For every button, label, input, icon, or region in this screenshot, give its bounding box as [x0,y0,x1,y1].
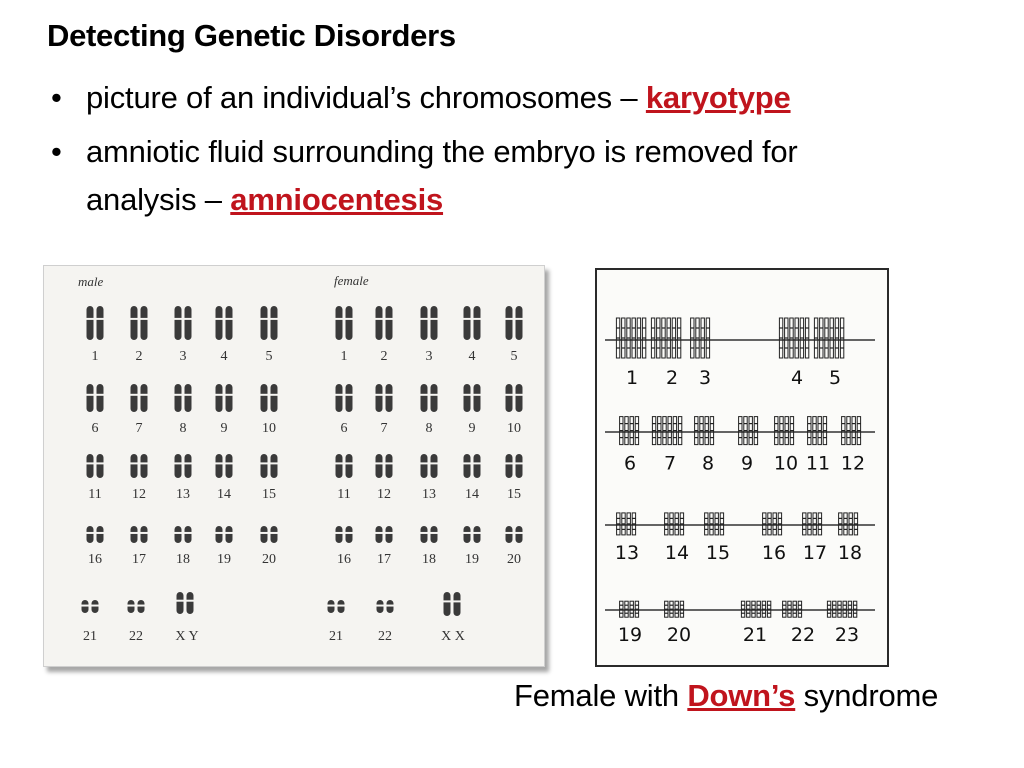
chromosome-number: 14 [217,487,231,502]
chromosome-number-handwritten: 18 [837,542,863,565]
chromosome-pair [177,592,194,614]
chromosome-number-handwritten: 15 [705,542,731,565]
chromosome-pair [506,454,523,478]
chromosome-pair [128,600,145,613]
chromosome-number: 17 [132,552,146,567]
bullet-text [86,176,443,223]
chromosome-pair [421,306,438,340]
bullet-continuation: analysis – [86,182,222,217]
bullet-body: picture of an individual’s chromosomes – [86,80,638,115]
karyotype-figure-downs [595,268,889,667]
chromosome-pair [421,526,438,543]
chromosome-group [779,318,808,358]
chromosome-pair [82,600,99,613]
chromosome-pair [216,526,233,543]
chromosome-number-handwritten: 21 [742,623,768,646]
chromosome-number-handwritten: 6 [623,452,637,475]
chromosome-pair [464,526,481,543]
chromosome-pair [464,454,481,478]
chromosome-pair [175,454,192,478]
chromosome-number-handwritten: 5 [828,367,842,389]
chromosome-number: 13 [176,487,190,502]
chromosome-group [842,417,861,445]
chromosome-number: 20 [262,552,276,567]
chromosome-pair [336,306,353,340]
chromosome-pair [376,526,393,543]
chromosome-pair [376,306,393,340]
chromosome-number: 19 [217,552,231,567]
bullet-body: amniotic fluid surrounding the embryo is removed for [86,134,798,169]
chromosome-pair [131,384,148,412]
chromosome-pair [464,384,481,412]
chromosome-pair [444,592,461,616]
chromosome-pair [131,454,148,478]
chromosome-number: 6 [91,421,99,436]
chromosome-number-handwritten: 10 [773,452,799,475]
chromosome-pair [506,306,523,340]
chromosome-number: X X [441,629,465,644]
chromosome-pair [328,600,345,613]
chromosome-pair [87,526,104,543]
chromosome-pair [87,384,104,412]
chromosome-group [617,513,636,535]
chromosome-number: 10 [507,421,521,436]
chromosome-number: 20 [507,552,521,567]
chromosome-number-handwritten: 8 [701,452,715,475]
chromosome-number: 10 [262,421,276,436]
chromosome-pair [87,306,104,340]
chromosome-group [651,318,680,358]
chromosome-number: 21 [329,629,343,644]
chromosome-number: 12 [132,487,146,502]
chromosome-number: 4 [468,349,476,364]
chromosome-number-handwritten: 9 [740,452,754,475]
caption-suffix: syndrome [803,678,939,713]
chromosome-pair [377,600,394,613]
male-label: male [78,274,104,289]
chromosome-group [808,417,827,445]
chromosome-pair [175,306,192,340]
chromosome-number: 3 [425,349,433,364]
chromosome-group [691,318,710,358]
chromosome-number: 13 [422,487,436,502]
chromosome-pair [261,454,278,478]
chromosome-group [814,318,843,358]
chromosome-number-handwritten: 20 [666,623,692,646]
chromosome-number: 18 [422,552,436,567]
chromosome-number: 9 [468,421,476,436]
chromosome-group [665,513,684,535]
term-amniocentesis: amniocentesis [230,182,444,217]
chromosome-group [803,513,822,535]
bullet-dot: • [51,80,62,115]
chromosome-group [739,417,758,445]
chromosome-number: 14 [465,487,479,502]
chromosome-pair [175,526,192,543]
chromosome-number: 18 [176,552,190,567]
chromosome-number: 5 [510,349,518,364]
chromosome-number-handwritten: 11 [805,452,831,475]
chromosome-pair [216,454,233,478]
chromosome-number: 22 [129,629,143,644]
karyotype-normal-svg [44,266,544,666]
chromosome-number: 7 [135,421,143,436]
chromosome-group [763,513,782,535]
chromosome-number: 2 [135,349,143,364]
chromosome-number-handwritten: 17 [802,542,828,565]
chromosome-number: 3 [179,349,187,364]
chromosome-group [695,417,714,445]
chromosome-pair [261,526,278,543]
chromosome-number: 11 [337,487,351,502]
chromosome-number: 2 [380,349,388,364]
chromosome-pair [131,526,148,543]
karyotype-downs-svg [597,270,887,665]
chromosome-number: 16 [337,552,351,567]
chromosome-number-handwritten: 12 [840,452,866,475]
chromosome-pair [421,384,438,412]
chromosome-pair [336,384,353,412]
chromosome-pair [87,454,104,478]
chromosome-pair [131,306,148,340]
chromosome-number: 19 [465,552,479,567]
chromosome-number: 11 [88,487,102,502]
chromosome-number: 5 [265,349,273,364]
chromosome-group [620,417,639,445]
bullet-dot: • [51,134,62,169]
chromosome-number: 9 [220,421,228,436]
chromosome-pair [336,454,353,478]
karyotype-figure-normal [43,265,545,667]
chromosome-number-handwritten: 16 [761,542,787,565]
chromosome-number: X Y [175,629,199,644]
chromosome-number: 12 [377,487,391,502]
caption-prefix: Female with [514,678,679,713]
chromosome-pair [216,306,233,340]
chromosome-pair [261,384,278,412]
bullet-text [86,74,791,121]
chromosome-number-handwritten: 19 [617,623,643,646]
chromosome-pair [506,526,523,543]
chromosome-pair [376,454,393,478]
chromosome-pair [336,526,353,543]
chromosome-number-handwritten: 1 [625,367,639,389]
chromosome-pair [464,306,481,340]
chromosome-pair [175,384,192,412]
term-karyotype: karyotype [645,80,791,115]
chromosome-number-handwritten: 13 [614,542,640,565]
chromosome-number-handwritten: 14 [664,542,690,565]
term-downs: Down’s [687,678,796,713]
chromosome-number: 7 [380,421,388,436]
female-label: female [334,273,369,288]
chromosome-pair [261,306,278,340]
chromosome-number: 22 [378,629,392,644]
chromosome-group [616,318,645,358]
chromosome-number-handwritten: 2 [665,367,679,389]
chromosome-number: 6 [340,421,348,436]
chromosome-number-handwritten: 22 [790,623,816,646]
chromosome-pair [421,454,438,478]
chromosome-number: 17 [377,552,391,567]
chromosome-group [652,417,681,445]
chromosome-number: 15 [262,487,276,502]
chromosome-number: 4 [220,349,228,364]
chromosome-number-handwritten: 23 [834,623,860,646]
chromosome-number-handwritten: 4 [790,367,804,389]
slide-title: Detecting Genetic Disorders [47,18,456,53]
chromosome-group [775,417,794,445]
chromosome-number: 8 [425,421,433,436]
chromosome-number: 8 [179,421,187,436]
chromosome-group [705,513,724,535]
chromosome-number: 1 [91,349,99,364]
chromosome-pair [506,384,523,412]
chromosome-group [839,513,858,535]
chromosome-number: 21 [83,629,97,644]
chromosome-number-handwritten: 3 [698,367,712,389]
figure-caption [514,678,938,714]
chromosome-number-handwritten: 7 [663,452,677,475]
chromosome-number: 1 [340,349,348,364]
chromosome-pair [376,384,393,412]
chromosome-pair [216,384,233,412]
chromosome-number: 15 [507,487,521,502]
chromosome-number: 16 [88,552,102,567]
